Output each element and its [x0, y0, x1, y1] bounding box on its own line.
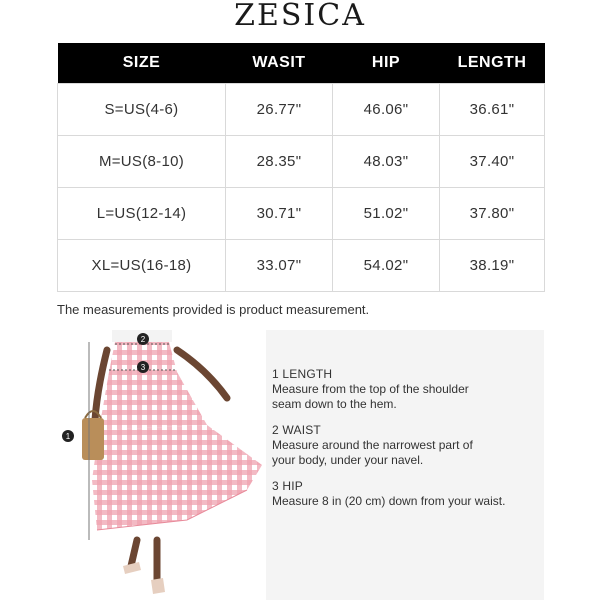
- header-hip: HIP: [333, 43, 440, 83]
- basket-bag: [82, 418, 104, 460]
- cell-length: 37.40": [440, 135, 545, 187]
- cell-hip: 51.02": [333, 187, 440, 239]
- cell-size: S=US(4-6): [58, 83, 226, 135]
- instruction-line: your body, under your navel.: [272, 453, 424, 467]
- header-length: LENGTH: [440, 43, 545, 83]
- instruction-length: [272, 367, 469, 412]
- instruction-hip: [272, 479, 505, 509]
- cell-waist: 28.35": [226, 135, 333, 187]
- table-row: [58, 83, 545, 135]
- marker-1: [62, 430, 74, 442]
- cell-hip: 46.06": [333, 83, 440, 135]
- instruction-title: 3 HIP: [272, 479, 304, 493]
- marker-2: [137, 333, 149, 345]
- right-shoe: [151, 578, 165, 594]
- skirt-tier-3: [92, 425, 262, 530]
- instruction-waist: [272, 423, 473, 468]
- table-row: [58, 135, 545, 187]
- size-chart-table: [57, 43, 545, 292]
- table-header-row: [58, 43, 545, 83]
- svg-text:2: 2: [140, 335, 146, 344]
- skirt-model-illustration: [57, 330, 267, 600]
- cell-hip: 54.02": [333, 239, 440, 291]
- cell-size: XL=US(16-18): [58, 239, 226, 291]
- cell-size: L=US(12-14): [58, 187, 226, 239]
- header-waist: WASIT: [226, 43, 333, 83]
- left-shoe: [123, 562, 141, 574]
- instruction-line: Measure around the narrowest part of: [272, 438, 473, 452]
- instruction-line: Measure 8 in (20 cm) down from your waist.: [272, 494, 506, 508]
- cell-waist: 30.71": [226, 187, 333, 239]
- marker-3: [137, 361, 149, 373]
- cell-hip: 48.03": [333, 135, 440, 187]
- table-row: [58, 239, 545, 291]
- instruction-title: 2 WAIST: [272, 423, 321, 437]
- instruction-title: 1 LENGTH: [272, 367, 333, 381]
- instruction-line: Measure from the top of the shoulder: [272, 382, 469, 396]
- cell-size: M=US(8-10): [58, 135, 226, 187]
- table-row: [58, 187, 545, 239]
- cell-length: 37.80": [440, 187, 545, 239]
- svg-text:3: 3: [140, 363, 146, 372]
- svg-text:1: 1: [65, 432, 71, 441]
- instruction-line: seam down to the hem.: [272, 397, 397, 411]
- header-size: SIZE: [58, 43, 226, 83]
- cell-length: 38.19": [440, 239, 545, 291]
- cell-waist: 33.07": [226, 239, 333, 291]
- cell-length: 36.61": [440, 83, 545, 135]
- left-leg: [131, 540, 137, 566]
- cell-waist: 26.77": [226, 83, 333, 135]
- brand-logo: ZESICA: [234, 0, 366, 33]
- measurement-note: The measurements provided is product measurement.: [57, 302, 370, 317]
- skirt-tier-2: [99, 372, 207, 430]
